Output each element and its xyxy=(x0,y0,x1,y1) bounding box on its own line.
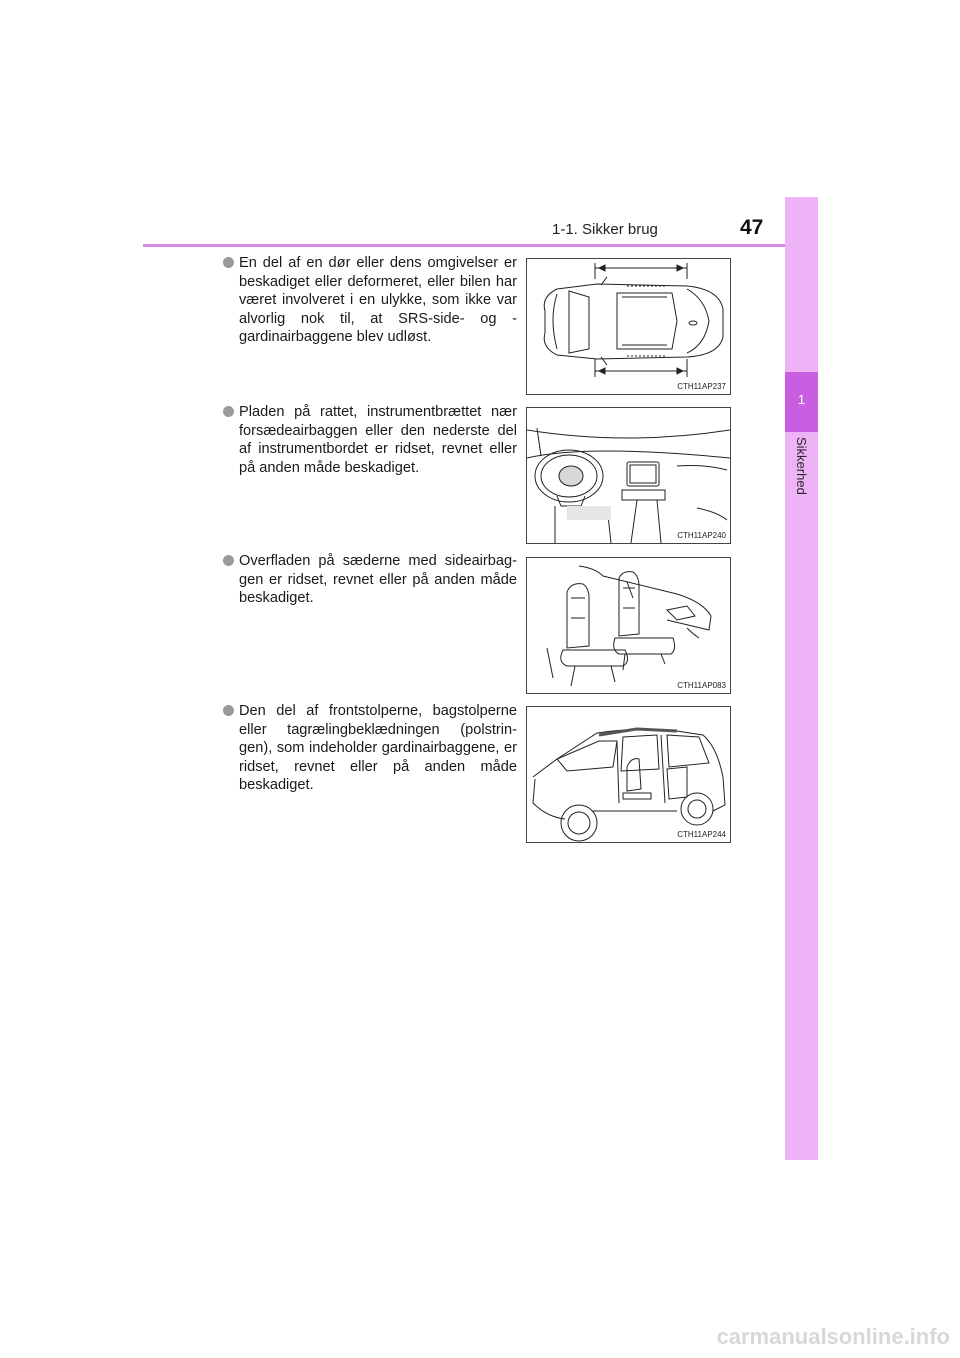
dashboard-illustration xyxy=(527,408,730,543)
figure-code: CTH11AP237 xyxy=(677,382,726,391)
figure-car-top-view xyxy=(526,258,731,395)
car-side-interior-illustration xyxy=(527,707,730,842)
footer-watermark: carmanualsonline.info xyxy=(716,1324,950,1349)
list-item xyxy=(224,552,517,608)
figure-front-seats xyxy=(526,557,731,694)
list-item-text: Den del af frontstolperne, bagstolperne eller tagrælingbeklædningen (polstrin-gen), som indeholder gardinairbaggene, er ridset, revnet eller på anden måde beskadiget. xyxy=(239,703,517,794)
chapter-number: 1 xyxy=(797,392,806,407)
front-seats-illustration xyxy=(527,558,730,693)
list-item xyxy=(224,702,517,795)
bullet-icon xyxy=(223,555,234,566)
list-item-text: En del af en dør eller dens omgivelser er beskadiget eller deformeret, eller bilen har været involveret i en ulykke, som ikke var alvorlig nok til, at SRS-side- og -gardinairbaggene blev udløst. xyxy=(239,255,517,346)
header-rule xyxy=(143,244,818,247)
section-title: 1-1. Sikker brug xyxy=(552,221,658,238)
bullet-icon xyxy=(223,406,234,417)
list-item xyxy=(224,254,517,347)
list-item-text: Overfladen på sæderne med sideairbag-gen er ridset, revnet eller på anden måde beskadiget. xyxy=(239,553,517,607)
figure-dashboard xyxy=(526,407,731,544)
list-item xyxy=(224,403,517,477)
chapter-side-band xyxy=(785,197,818,1160)
figure-code: CTH11AP240 xyxy=(677,531,726,540)
figure-car-side-interior xyxy=(526,706,731,843)
bullet-icon xyxy=(223,705,234,716)
bullet-icon xyxy=(223,257,234,268)
figure-code: CTH11AP244 xyxy=(677,830,726,839)
figure-code: CTH11AP083 xyxy=(677,681,726,690)
chapter-label: Sikkerhed xyxy=(794,437,809,495)
list-item-text: Pladen på rattet, instrumentbrættet nær forsædeairbaggen eller den nederste del af instrumentbordet er ridset, revnet eller på anden måde beskadiget. xyxy=(239,404,517,476)
car-top-view-illustration xyxy=(527,259,730,394)
page-number: 47 xyxy=(740,216,764,239)
